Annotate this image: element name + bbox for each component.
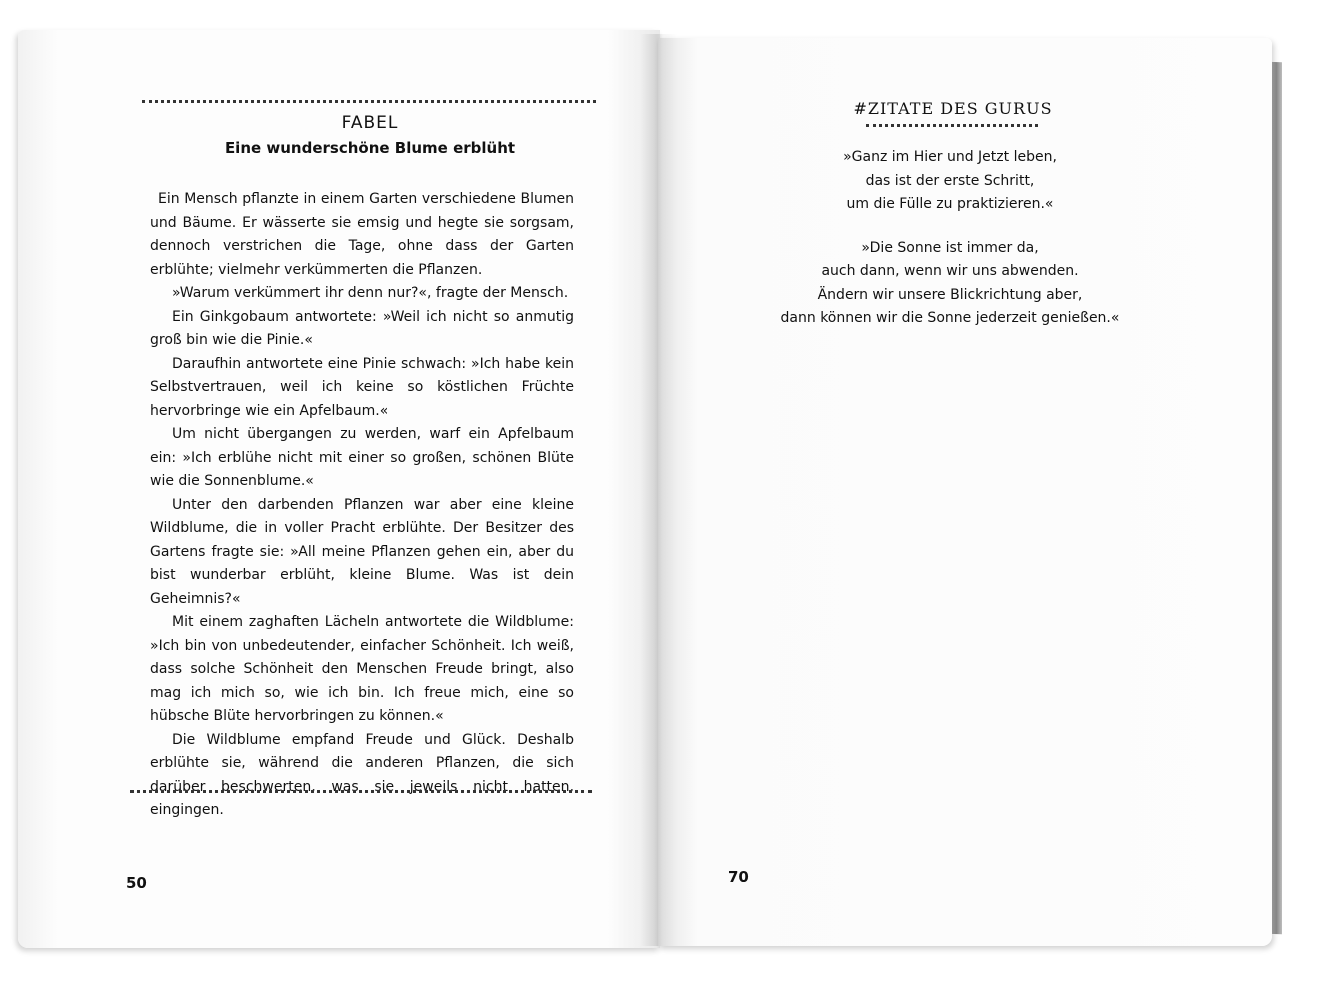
fable-heading [120,113,620,157]
quote-line: dann können wir die Sonne jederzeit genießen.« [780,310,1120,326]
quote-line: »Ganz im Hier und Jetzt leben, [843,149,1057,165]
quote-line: auch dann, wenn wir uns abwenden. [821,263,1079,279]
right-page-number: 70 [728,868,749,886]
quote-2 [760,237,1140,331]
quote-1 [760,146,1140,217]
quote-line: das ist der erste Schritt, [865,172,1035,189]
section-title: #ZITATE DES GURUS [853,99,1053,118]
book-gutter [640,34,678,946]
paragraph: »Warum verkümmert ihr denn nur?«, fragte der Mensch. [172,285,569,301]
top-dotted-rule [142,100,596,103]
bottom-dotted-rule [130,790,592,793]
section-dotted-rule [866,124,1038,127]
fable-kicker: FABEL [341,113,399,133]
paragraph: Unter den darbenden Pflanzen war aber eine kleine Wildblume, die in voller Pracht erblühte. Der Besitzer des Gartens fragte sie: »All meine Pflanzen gehen ein, aber du bist wunderbar erblüht, kleine Blume. Was ist dein Geheimnis?« [150,496,574,607]
paragraph: Mit einem zaghaften Lächeln antwortete die Wildblume: »Ich bin von unbedeutender, einfacher Schönheit. Ich weiß, dass solche Schönheit den Menschen Freude bringt, also mag ich mich so, wie ich bin. Ich freue mich, eine so hübsche Blüte hervorbringen zu können.« [150,614,574,724]
quote-line: Ändern wir unsere Blickrichtung aber, [817,286,1083,303]
quote-line: um die Fülle zu praktizieren.« [846,196,1054,212]
paragraph: Ein Mensch pflanzte in einem Garten verschiedene Blumen und Bäume. Er wässerte sie emsig und hegte sie sorgsam, dennoch verstrichen die Tage, ohne dass der Garten erblühte; vielmehr verkümmerten die Pflanzen. [150,191,574,278]
paragraph: Daraufhin antwortete eine Pinie schwach: »Ich habe kein Selbstvertrauen, weil ich keine so köstlichen Früchte hervorbringe wie ein Apfelbaum.« [150,355,574,419]
fable-title: Eine wunderschöne Blume erblüht [224,139,516,157]
fable-body [150,188,574,823]
quotes-block [760,146,1140,351]
paragraph: Die Wildblume empfand Freude und Glück. Deshalb erblühte sie, während die anderen Pflanzen, die sich darüber beschwerten, was sie jeweils nicht hatten, eingingen. [150,731,574,818]
quote-line: »Die Sonne ist immer da, [861,239,1039,256]
paragraph: Ein Ginkgobaum antwortete: »Weil ich nicht so anmutig groß bin wie die Pinie.« [150,308,574,348]
left-page-number: 50 [126,874,147,892]
paragraph: Um nicht übergangen zu werden, warf ein Apfelbaum ein: »Ich erblühe nicht mit einer so großen, schönen Blüte wie die Sonnenblume.« [150,426,574,489]
